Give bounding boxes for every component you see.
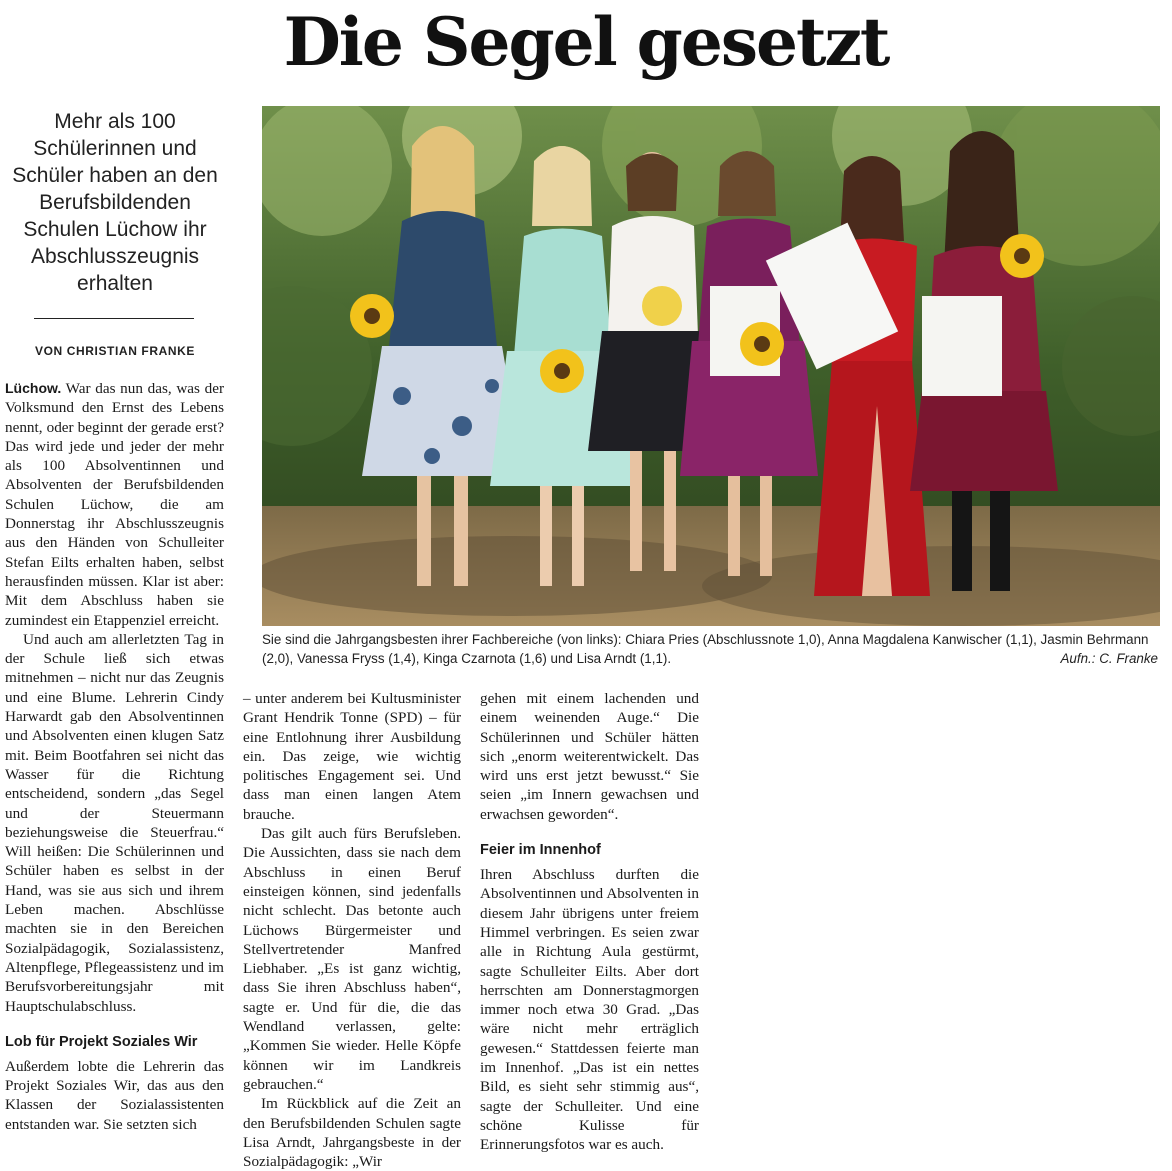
text-column-2 [243, 689, 461, 1171]
paragraph-4: – unter anderem bei Kultusminister Grant Hendrik Tonne (SPD) – für eine Entlohnung ihrer Ausbildung ein. Das zeige, wie wichtig politisches Engagement sei. Und dass man einen langen Atem brauche. [243, 690, 461, 823]
paragraph-8: Ihren Abschluss durften die Absolventinnen und Absolventen in diesem Jahr übrigens unter freiem Himmel verbringen. Es seien zwar alle in Richtung Aula gestürmt, sagte Schulleiter Eilts. Aber dort herrschten am Donnerstagmorgen immer noch etwa 30 Grad. „Das wäre nicht mehr erträglich gewesen.“ Stattdessen feierte man im Innenhof. „Das ist ein nettes Bild, es sieht sehr stimmig aus“, sagte der Schulleiter. Und eine schöne Kulisse für Erinnerungsfotos war es auch. [480, 866, 699, 1154]
paragraph-2: Und auch am allerletzten Tag in der Schule ließ sich etwas mitnehmen – nicht nur das Zeugnis und eine Blume. Lehrerin Cindy Harwardt gab den Absolventinnen und Absolventen einen klugen Satz mit. Beim Bootfahren sei nicht das Wasser für die Richtung entscheidend, sondern „das Segel und der Steuermann beziehungsweise die Steuerfrau.“ Will heißen: Die Schülerinnen und Schüler haben es selbst in der Hand, was sie aus sich und ihrem Leben machen. Abschlüsse machten sie in den Bereichen Sozialpädagogik, Sozialassistenz, Altenpflege, Pflegeassistenz und im Berufsvorbereitungsjahr mit Hauptschulabschluss. [5, 630, 224, 1015]
text-column-1 [5, 379, 224, 1134]
paragraph-1 [5, 379, 224, 630]
byline: VON CHRISTIAN FRANKE [34, 344, 195, 358]
paragraph-3: Außerdem lobte die Lehrerin das Projekt Soziales Wir, das aus den Klassen der Sozialassistenten entstanden war. Sie setzten sich [5, 1057, 224, 1133]
caption-text: Sie sind die Jahrgangsbesten ihrer Fachbereiche (von links): Chiara Pries (Abschlussnote 1,0), Anna Magdalena Kanwischer (1,1), Jasmin Behrmann (2,0), Vanessa Fryss (1,4), Kinga Czarnota (1,6) und Lisa Arndt (1,1). [262, 632, 1149, 666]
dateline: Lüchow. [5, 380, 62, 396]
photo-illustration [262, 106, 1160, 626]
text-column-3 [480, 689, 699, 1155]
teaser-divider [34, 318, 194, 319]
paragraph-1-text: War das nun das, was der Volksmund den Ernst des Lebens nennt, oder beginnt der gerade erst? Das wird jede und jeder der mehr als 100 Absolventinnen und Absolventen der Berufsbildenden Schulen Lüchow, die am Donnerstag ihr Abschlusszeugnis aus den Händen von Schulleiter Stefan Eilts erhalten haben, selbst herausfinden müssen. Klar ist aber: Mit dem Abschluss haben sie zumindest ein Etappenziel erreicht. [5, 380, 225, 629]
teaser: Mehr als 100 Schülerinnen und Schüler haben an den Berufsbildenden Schulen Lüchow ihr Abschlusszeugnis erhalten [12, 110, 218, 295]
photo-credit: Aufn.: C. Franke [1060, 651, 1158, 666]
paragraph-7: gehen mit einem lachenden und einem weinenden Auge.“ Die Schülerinnen und Schüler hätten sich „enorm weiterentwickelt. Das wird uns erst jetzt bewusst.“ Sie seien „im Innern gewachsen und erwachsen geworden“. [480, 690, 699, 823]
subheading-lob: Lob für Projekt Soziales Wir [5, 1033, 198, 1050]
paragraph-5: Das gilt auch fürs Berufsleben. Die Aussichten, dass sie nach dem Abschluss in einen Beruf einsteigen können, sind jedenfalls nicht schlecht. Das betonte auch Lüchows Bürgermeister und Stellvertretender Manfred Liebhaber. „Es ist ganz wichtig, dass Sie ihren Abschluss haben“, sagte er. Und für die, die das Wendland verlassen, gelte: „Kommen Sie wieder. Helle Köpfe können wir im Landkreis gebrauchen.“ [243, 825, 461, 1093]
paragraph-6: Im Rückblick auf die Zeit an den Berufsbildenden Schulen sagte Lisa Arndt, Jahrgangsbeste in der Sozialpädagogik: „Wir [243, 1095, 461, 1171]
group-photo [262, 106, 1160, 626]
subheading-feier: Feier im Innenhof [480, 842, 601, 859]
headline: Die Segel gesetzt [283, 3, 889, 81]
photo-caption [262, 630, 1158, 668]
